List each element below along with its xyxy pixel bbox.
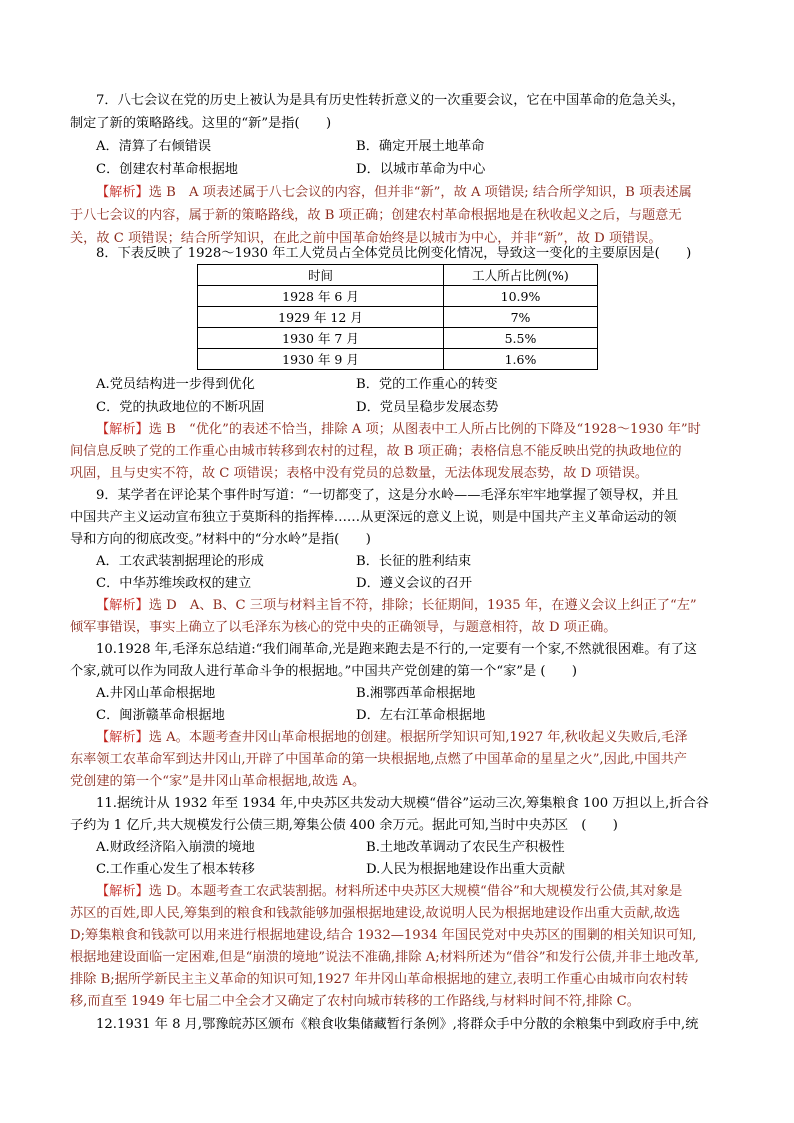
- table-row: [198, 328, 598, 349]
- q11-option-d: D.人民为根据地建设作出重大贡献: [366, 862, 565, 877]
- q9-analysis-line2: 倾军事错误，事实上确立了以毛泽东为核心的党中央的正确领导，与题意相符，故 D 项正确。: [70, 620, 617, 635]
- q10-option-c: C．闽浙赣革命根据地: [96, 708, 225, 723]
- q7-analysis-line2: 于八七会议的内容，属于新的策略路线，故 B 项正确；创建农村革命根据地是在秋收起义之后，与题意无: [70, 208, 682, 223]
- table-cell-time: 1928 年 6 月: [198, 286, 444, 307]
- table-cell-time: 1929 年 12 月: [198, 307, 444, 328]
- q11-analysis-line1: [96, 881, 730, 903]
- q9-stem-line3: 导和方向的彻底改变。”材料中的“分水岭”是指( ): [70, 532, 371, 547]
- q8-stem: 8．下表反映了 1928～1930 年工人党员占全体党员比例变化情况，导致这一变化的主要原因是( ): [96, 246, 692, 261]
- q9-option-d: D．遵义会议的召开: [356, 576, 473, 591]
- q10-stem-line1: 10.1928 年,毛泽东总结道:“我们闹革命,光是跑来跑去是不行的,一定要有一个家,不然就很困难。有了这: [96, 642, 697, 657]
- q7-analysis-line3: 关，故 C 项错误；结合所学知识，在此之前中国革命始终是以城市为中心，并非“新”，故 D 项错误。: [70, 231, 662, 246]
- table-row: [198, 286, 598, 307]
- q8-data-table: [197, 264, 598, 370]
- table-cell-time: 1930 年 9 月: [198, 349, 444, 370]
- q9-option-a: A．工农武装割据理论的形成: [96, 554, 264, 569]
- q7-option-d: D．以城市革命为中心: [356, 162, 486, 177]
- table-row: [198, 307, 598, 328]
- analysis-tag: 【解析】: [96, 598, 149, 613]
- q12-stem-line1: 12.1931 年 8 月,鄂豫皖苏区颁布《粮食收集储藏暂行条例》,将群众手中分散的余粮集中到政府手中,统: [96, 1017, 699, 1032]
- q10-stem-line2: 个家,就可以作为同敌人进行革命斗争的根据地。”中国共产党创建的第一个“家”是 ( ): [70, 664, 578, 679]
- q7-option-c: C．创建农村革命根据地: [96, 162, 238, 177]
- table-cell-ratio: 5.5%: [444, 328, 598, 349]
- analysis-tag: 【解析】: [96, 185, 149, 200]
- q7-stem-line1: 7．八七会议在党的历史上被认为是具有历史性转折意义的一次重要会议，它在中国革命的危急关头，: [96, 93, 685, 108]
- q9-option-b: B．长征的胜利结束: [356, 554, 472, 569]
- q9-analysis-line1: [96, 595, 730, 617]
- q8-analysis-text1: 选 B “优化”的表述不恰当，排除 A 项；从图表中工人所占比例的下降及“1928～1930 年”时: [148, 422, 701, 437]
- q7-analysis-text1: 选 B A 项表述属于八七会议的内容，但并非“新”，故 A 项错误; 结合所学知识，B 项表述属: [148, 185, 692, 200]
- q8-option-a: A.党员结构进一步得到优化: [96, 377, 255, 392]
- q8-option-b: B．党的工作重心的转变: [356, 377, 498, 392]
- q9-stem-line1: 9．某学者在评论某个事件时写道：“一切都变了，这是分水岭——毛泽东牢牢地掌握了领导权，并且: [96, 488, 679, 503]
- q7-option-b: B．确定开展土地革命: [356, 139, 485, 154]
- table-header-ratio: 工人所占比例(%): [444, 265, 598, 286]
- q11-stem-line2: 子约为 1 亿斤,共大规模发行公债三期,筹集公债 400 余万元。据此可知,当时中央苏区 ( ): [70, 818, 618, 833]
- table-header-time: 时间: [198, 265, 444, 286]
- q10-analysis-line3: 党创建的第一个“家”是井冈山革命根据地,故选 A。: [70, 774, 366, 789]
- q9-option-c: C．中华苏维埃政权的建立: [96, 576, 252, 591]
- q8-analysis-line1: [96, 419, 730, 441]
- q8-analysis-line2: 间信息反映了党的工作重心由城市转移到农村的过程，故 B 项正确；表格信息不能反映出党的执政地位的: [70, 444, 682, 459]
- q8-option-d: D．党员呈稳步发展态势: [356, 400, 499, 415]
- q10-option-a: A.井冈山革命根据地: [96, 686, 216, 701]
- q9-analysis-text1: 选 D A、B、C 三项与材料主旨不符，排除；长征期间，1935 年，在遵义会议上纠正了“左”: [148, 598, 697, 613]
- q7-option-a: A．清算了右倾错误: [96, 139, 212, 154]
- q11-analysis-line2: 苏区的百姓,即人民,筹集到的粮食和钱款能够加强根据地建设,故说明人民为根据地建设作出重大贡献,故选: [70, 906, 681, 921]
- q11-option-c: C.工作重心发生了根本转移: [96, 862, 255, 877]
- q7-analysis-line1: [96, 182, 730, 204]
- q11-analysis-line5: 排除 B;据所学新民主主义革命的知识可知,1927 年井冈山革命根据地的建立,表明工作重心由城市向农村转: [70, 972, 689, 987]
- analysis-tag: 【解析】: [96, 730, 149, 745]
- q9-stem-line2: 中国共产主义运动宣布独立于莫斯科的指挥棒……从更深远的意义上说，则是中国共产主义革命运动的领: [70, 510, 677, 525]
- q8-analysis-line3: 巩固，且与史实不符，故 C 项错误；表格中没有党员的总数量，无法体现发展态势，故 D 项错误。: [70, 466, 649, 481]
- analysis-tag: 【解析】: [96, 422, 149, 437]
- q10-analysis-text1: 选 A。本题考查井冈山革命根据地的创建。根据所学知识可知,1927 年,秋收起义失败后,毛泽: [148, 730, 688, 745]
- table-cell-ratio: 1.6%: [444, 349, 598, 370]
- table-cell-ratio: 10.9%: [444, 286, 598, 307]
- q11-option-b: B.土地改革调动了农民生产积极性: [366, 840, 565, 855]
- q8-option-c: C．党的执政地位的不断巩固: [96, 400, 265, 415]
- q11-stem-line1: 11.据统计从 1932 年至 1934 年,中央苏区共发动大规模“借谷”运动三次,筹集粮食 100 万担以上,折合谷: [96, 796, 709, 811]
- table-row: [198, 349, 598, 370]
- q10-option-d: D．左右江革命根据地: [356, 708, 486, 723]
- q11-analysis-text1: 选 D。本题考查工农武装割据。材料所述中央苏区大规模“借谷”和大规模发行公债,其对象是: [148, 884, 683, 899]
- table-cell-time: 1930 年 7 月: [198, 328, 444, 349]
- q11-analysis-line4: 根据地建设面临一定困难,但是“崩溃的境地”说法不准确,排除 A;材料所述为“借谷”和发行公债,并非土地改革,: [70, 950, 699, 965]
- q10-analysis-line1: [96, 727, 730, 749]
- table-cell-ratio: 7%: [444, 307, 598, 328]
- q11-option-a: A.财政经济陷入崩溃的境地: [96, 840, 255, 855]
- q7-stem-line2: 制定了新的策略路线。这里的“新”是指( ): [70, 116, 332, 131]
- q10-analysis-line2: 东率领工农革命军到达井冈山,开辟了中国革命的第一块根据地,点燃了中国革命的星星之火”,因此,中国共产: [70, 752, 687, 767]
- q11-analysis-line6: 移,而直至 1949 年七届二中全会才又确定了农村向城市转移的工作路线,与材料时间不符,排除 C。: [70, 994, 640, 1009]
- analysis-tag: 【解析】: [96, 884, 149, 899]
- table-header-row: [198, 265, 598, 286]
- q10-option-b: B.湘鄂西革命根据地: [356, 686, 476, 701]
- q11-analysis-line3: D;筹集粮食和钱款可以用来进行根据地建设,结合 1932—1934 年国民党对中央苏区的围剿的相关知识可知,: [70, 928, 697, 943]
